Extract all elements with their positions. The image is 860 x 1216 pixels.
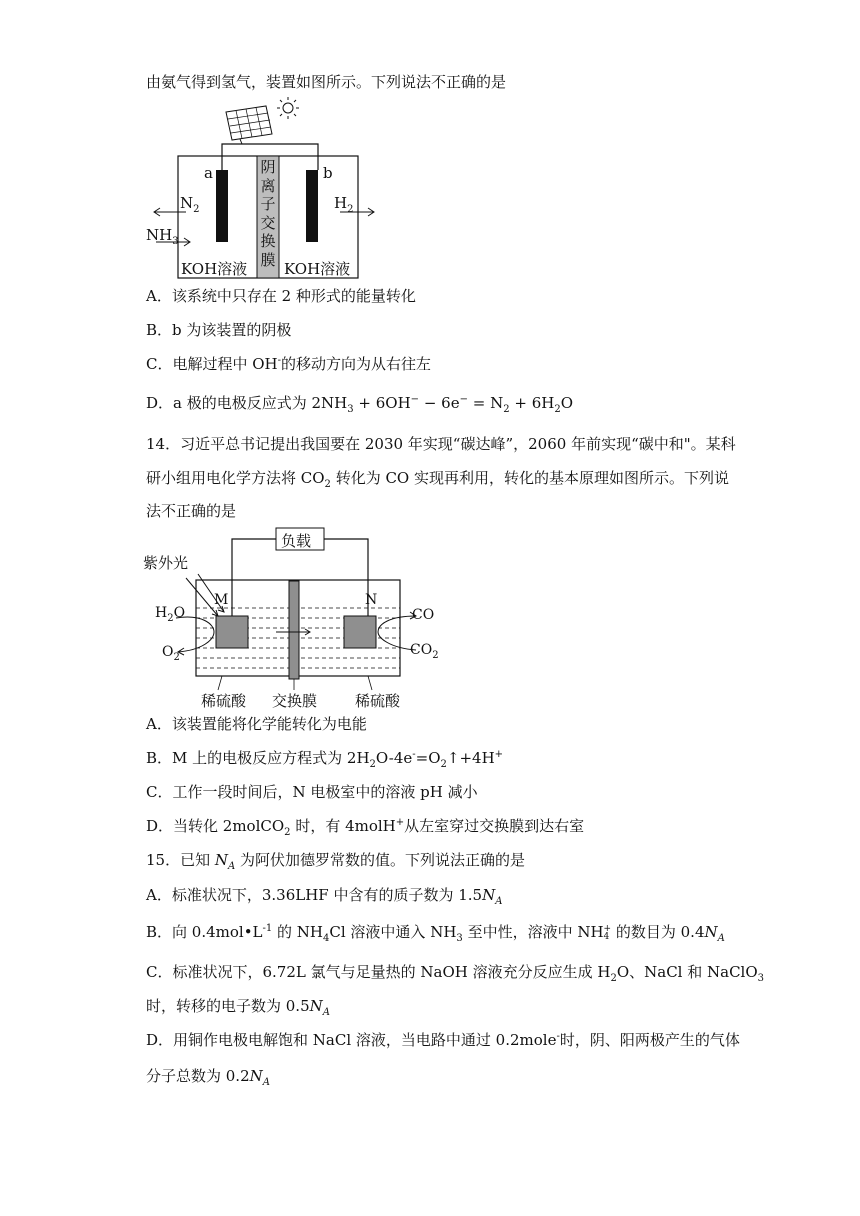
label-right-koh: KOH溶液 [284, 260, 351, 278]
label-o2: $O_2$ [162, 644, 180, 663]
label-h2o: $H_2O$ [155, 605, 186, 624]
membrane-char: 离 [260, 176, 276, 195]
q14-option-d: D．当转化 2molCO$_2$ 时，有 4molH+从左室穿过交换膜到达右室 [146, 817, 585, 838]
q13-intro: 由氨气得到氢气，装置如图所示。下列说法不正确的是 [146, 73, 507, 91]
electrode-b [306, 170, 318, 242]
q15-option-c-line1: C．标准状况下，6.72L 氯气与足量热的 NaOH 溶液充分反应生成 $H_2O$、NaCl 和 NaClO$_3$ [146, 963, 765, 984]
membrane-char: 阴 [260, 158, 276, 176]
electrode-n [344, 616, 376, 648]
label-h2: $H_2$ [334, 194, 354, 215]
label-load: 负载 [281, 532, 312, 550]
solar-panel-icon [226, 106, 272, 144]
q14-stem-line1: 14．习近平总书记提出我国要在 2030 年实现“碳达峰”，2060 年前实现“碳中和"。某科 [146, 435, 736, 453]
membrane-char: 膜 [260, 250, 276, 269]
membrane-char: 换 [260, 232, 276, 250]
label-uv-light: 紫外光 [143, 554, 189, 572]
q15-option-b: B．向 $0.4mol•L^{-1}$ 的 $NH_4Cl$ 溶液中通入 $NH_3$ 至中性，溶液中 NH + 4 的数目为 $0.4N_A$ [146, 923, 725, 944]
label-electrode-b: b [323, 164, 333, 182]
q15-option-c-line2: 时，转移的电子数为 $0.5N_A$ [146, 997, 330, 1018]
q14-option-c: C．工作一段时间后，N 电极室中的溶液 pH 减小 [146, 783, 478, 801]
label-nh3: $NH_3$ [146, 226, 179, 247]
q15-stem: 15．已知 $N_A$ 为阿伏加德罗常数的值。下列说法正确的是 [146, 851, 525, 872]
label-right-acid: 稀硫酸 [355, 692, 401, 710]
label-electrode-m: M [214, 592, 229, 608]
sun-icon [277, 97, 299, 119]
q14-stem-line3: 法不正确的是 [146, 502, 237, 520]
membrane-label [257, 158, 279, 269]
q15-option-a: A．标准状况下，3.36LHF 中含有的质子数为 $1.5N_A$ [146, 886, 503, 907]
label-membrane: 交换膜 [272, 692, 318, 710]
q13-option-d: D．a 极的电极反应式为 $2NH_3 + 6OH^- - 6e^- = N_2 + 6H_2O$ [146, 394, 574, 415]
membrane-char: 子 [260, 195, 276, 213]
q14-option-b: B．M 上的电极反应方程式为 $2H_2O-4e^-=O_2↑+4H^+$ [146, 749, 504, 770]
q14-option-a: A．该装置能将化学能转化为电能 [146, 715, 367, 733]
label-left-acid: 稀硫酸 [201, 692, 247, 710]
label-n2: $N_2$ [180, 194, 200, 215]
q13-option-b: B．b 为该装置的阴极 [146, 321, 292, 339]
q15-option-d-line1: D．用铜作电极电解饱和 NaCl 溶液，当电路中通过 0.2mole-时，阴、阳两极产生的气体 [146, 1031, 740, 1049]
q14-stem-line2: 研小组用电化学方法将 $CO_2$ 转化为 CO 实现再利用，转化的基本原理如图所示。下列说 [146, 469, 730, 490]
label-co: CO [412, 607, 435, 623]
q13-option-c: C．电解过程中 OH-的移动方向为从右往左 [146, 355, 432, 373]
electrode-a [216, 170, 228, 242]
q13-option-a: A．该系统中只存在 2 种形式的能量转化 [146, 287, 416, 305]
label-electrode-n: N [365, 592, 378, 608]
exchange-membrane [289, 581, 299, 679]
membrane-char: 交 [260, 213, 276, 232]
electrode-m [216, 616, 248, 648]
label-left-koh: KOH溶液 [181, 260, 248, 278]
label-electrode-a: a [204, 164, 213, 182]
label-co2: $CO_2$ [410, 642, 439, 661]
q15-option-d-line2: 分子总数为 $0.2N_A$ [146, 1067, 270, 1088]
